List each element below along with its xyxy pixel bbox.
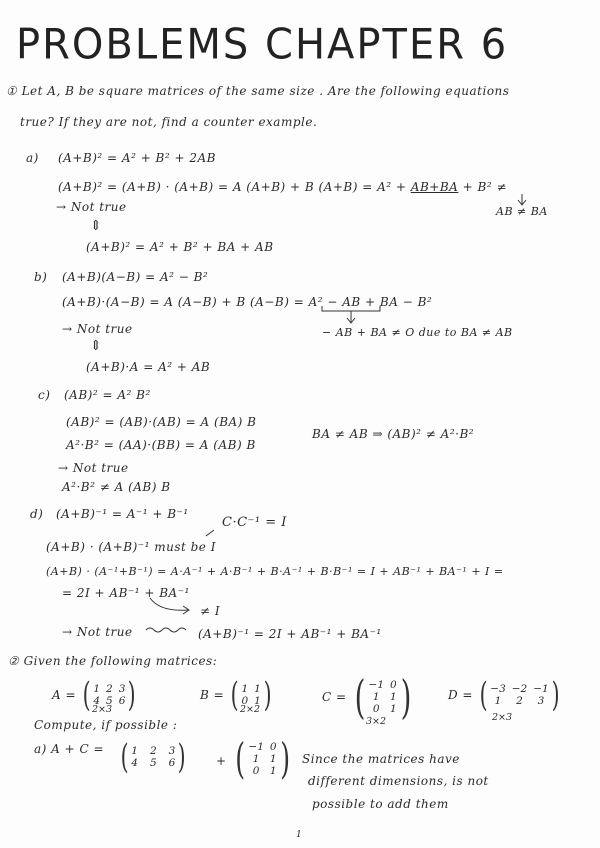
matrix-a-name: A = <box>52 688 77 702</box>
matrix-c-name: C = <box>322 690 347 704</box>
matrix-cell: 3 <box>118 682 126 695</box>
part-a-work-rhs: + B² ≠ <box>458 180 507 194</box>
matrix-cell: 1 <box>372 690 380 703</box>
compute-prompt: Compute, if possible : <box>34 718 178 732</box>
part-d-not-identity: ≠ I <box>200 604 221 618</box>
part-a-statement: (A+B)² = A² + B² + 2AB <box>58 151 216 165</box>
part-a-work-underlined: AB+BA <box>410 180 459 194</box>
part-b-note: − AB + BA ≠ O due to BA ≠ AB <box>322 326 513 339</box>
matrix-cell: 5 <box>149 757 157 769</box>
plus-sign: + <box>216 754 227 768</box>
matrix-cell: 1 <box>269 752 277 765</box>
page-title: PROBLEMS CHAPTER 6 <box>16 20 509 70</box>
matrix-c-dimension: 3×2 <box>366 716 387 727</box>
matrix-cell: 0 <box>241 695 249 707</box>
part-c-result: A²·B² ≠ A (AB) B <box>62 480 171 494</box>
matrix-cell: 1 <box>390 690 397 703</box>
left-paren-icon: ( <box>235 734 246 783</box>
part-a-result: (A+B)² = A² + B² + BA + AB <box>86 240 274 254</box>
part-b-statement: (A+B)(A−B) = A² − B² <box>62 270 209 284</box>
question-a-answer-line-3: possible to add them <box>312 797 449 811</box>
part-c-label: c) <box>38 388 51 402</box>
part-d-label: d) <box>30 507 44 521</box>
part-d-simplified: = 2I + AB⁻¹ + BA⁻¹ <box>62 586 190 600</box>
part-c-work-1: (AB)² = (AB)·(AB) = A (BA) B <box>66 415 257 429</box>
left-paren-icon: ( <box>120 737 129 777</box>
matrix-cell: 5 <box>106 695 113 707</box>
problem-2-intro: ② Given the following matrices: <box>8 654 218 668</box>
matrix-cell: −1 <box>248 740 264 753</box>
matrix-cell: 3 <box>168 744 176 757</box>
left-paren-icon: ( <box>82 675 91 715</box>
matrix-b-name: B = <box>200 688 225 702</box>
part-a-note: AB ≠ BA <box>496 205 548 218</box>
matrix-cell: −3 <box>490 682 506 695</box>
right-paren-icon: ) <box>551 675 560 715</box>
matrix-cell: 0 <box>372 703 380 716</box>
matrix-cell: 1 <box>269 765 277 778</box>
matrix-d-name: D = <box>448 688 473 702</box>
matrix-cell: −1 <box>368 678 384 691</box>
right-paren-icon: ) <box>177 737 186 777</box>
matrix-cell: 6 <box>168 757 176 769</box>
question-a-answer-line-2: different dimensions, is not <box>308 774 489 788</box>
matrix-cell: 1 <box>254 695 261 707</box>
arrow-small-icon <box>206 530 214 536</box>
part-b-verdict: → Not true <box>62 322 133 336</box>
part-b-result: (A+B)·A = A² + AB <box>86 360 211 374</box>
matrix-cell: 2 <box>106 682 113 695</box>
matrix-cell: 1 <box>241 682 249 695</box>
matrix-d-dimension: 2×3 <box>492 712 513 723</box>
squiggle-arrow-icon <box>146 628 186 632</box>
right-paren-icon: ) <box>279 734 290 783</box>
part-a-equivalence-icon: ⇕ <box>90 218 103 234</box>
matrix-cell: −2 <box>511 682 528 695</box>
matrix-cell: 1 <box>252 752 260 765</box>
right-paren-icon: ) <box>263 675 272 715</box>
page-number: 1 <box>296 830 303 840</box>
matrix-cell: 1 <box>390 703 397 716</box>
part-a-work-lhs: (A+B)² = (A+B) · (A+B) = A (A+B) + B (A+B) = A² + <box>58 180 411 194</box>
arrow-curve-icon <box>150 598 188 610</box>
matrix-cell: 6 <box>118 695 126 707</box>
matrix-cell: 1 <box>93 682 100 695</box>
part-d-expansion: (A+B) · (A⁻¹+B⁻¹) = A·A⁻¹ + A·B⁻¹ + B·A⁻¹ + B·B⁻¹ = I + AB⁻¹ + BA⁻¹ + I = <box>46 565 504 578</box>
part-d-must-be: (A+B) · (A+B)⁻¹ must be I <box>46 540 216 554</box>
matrix-cell: 0 <box>252 765 260 778</box>
question-a-label: a) A + C = <box>34 742 105 756</box>
part-d-result: (A+B)⁻¹ = 2I + AB⁻¹ + BA⁻¹ <box>198 627 382 641</box>
part-b-label: b) <box>34 270 48 284</box>
bracket-icon <box>322 306 380 311</box>
matrix-a-dimension: 2×3 <box>92 704 113 715</box>
part-b-work: (A+B)·(A−B) = A (A−B) + B (A−B) = A² − AB + BA − B² <box>62 295 433 309</box>
matrix-b-dimension: 2×2 <box>240 704 261 715</box>
matrix-cell: 1 <box>254 682 261 695</box>
left-paren-icon: ( <box>230 675 239 715</box>
part-d-verdict: → Not true <box>62 625 133 639</box>
part-c-work-2: A²·B² = (AA)·(BB) = A (AB) B <box>66 438 256 452</box>
matrix-cell: 2 <box>149 744 157 757</box>
right-paren-icon: ) <box>400 670 412 724</box>
part-d-identity: C·C⁻¹ = I <box>222 515 287 530</box>
matrix-cell: 4 <box>93 695 100 707</box>
matrix-cell: −1 <box>533 682 549 695</box>
matrix-cell: 4 <box>131 757 138 769</box>
matrix-cell: 0 <box>269 740 277 753</box>
matrix-cell: 0 <box>390 678 397 691</box>
part-b-equivalence-icon: ⇕ <box>90 338 103 354</box>
problem-1-intro-line-2: true? If they are not, find a counter example. <box>20 115 318 129</box>
matrix-cell: 3 <box>537 695 545 707</box>
matrix-cell: 1 <box>131 744 138 757</box>
left-paren-icon: ( <box>479 675 488 715</box>
matrix-cell: 2 <box>516 695 523 707</box>
left-paren-icon: ( <box>354 670 365 724</box>
part-a-label: a) <box>26 151 39 165</box>
part-c-verdict: → Not true <box>58 461 129 475</box>
part-c-statement: (AB)² = A² B² <box>64 388 151 402</box>
part-a-verdict: → Not true <box>56 200 127 214</box>
problem-1-intro-line-1: ① Let A, B be square matrices of the same size . Are the following equations <box>6 84 510 98</box>
right-paren-icon: ) <box>128 675 136 715</box>
question-a-answer-line-1: Since the matrices have <box>302 752 460 766</box>
part-c-note: BA ≠ AB ⇒ (AB)² ≠ A²·B² <box>312 427 475 441</box>
part-d-statement: (A+B)⁻¹ = A⁻¹ + B⁻¹ <box>56 507 189 521</box>
matrix-cell: 1 <box>494 695 502 707</box>
